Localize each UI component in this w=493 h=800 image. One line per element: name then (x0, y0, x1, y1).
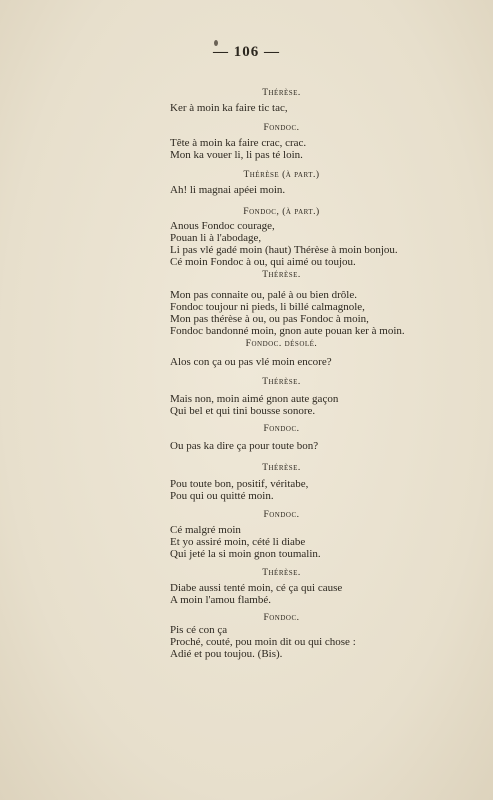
speaker-name: Thérèse. (262, 568, 301, 578)
speaker-name: Fondoc. désolé. (245, 339, 318, 349)
verse-line: Pis cé con ça (170, 624, 228, 636)
verse-line: Fondoc toujour ni pieds, li billé calmagnole, (170, 301, 365, 313)
verse-line: Mon ka vouer li, li pas té loin. (170, 149, 303, 161)
verse-line: Pou qui ou quitté moin. (170, 490, 274, 502)
verse-line: Diabe aussi tenté moin, cé ça qui cause (170, 582, 343, 594)
verse-line: Qui jeté la si moin gnon toumalin. (170, 548, 321, 560)
verse-line: Proché, couté, pou moin dit ou qui chose : (170, 636, 356, 648)
speaker-name: Fondoc, (à part.) (243, 207, 320, 217)
speaker-name: Thérèse (à part.) (243, 170, 320, 180)
verse-line: Mais non, moin aimé gnon aute gaçon (170, 393, 339, 405)
speaker-name: Fondoc. (263, 613, 300, 623)
verse-line: A moin l'amou flambé. (170, 594, 271, 606)
page-number: — 106 — (213, 44, 280, 60)
verse-line: Adié et pou toujou. (Bis). (170, 648, 283, 660)
verse-line: Anous Fondoc courage, (170, 220, 275, 232)
verse-line: Li pas vlé gadé moin (haut) Thérèse à moin bonjou. (170, 244, 398, 256)
speaker-name: Thérèse. (262, 88, 301, 98)
verse-line: Mon pas connaite ou, palé à ou bien drôle. (170, 289, 357, 301)
speaker-name: Fondoc. (263, 510, 300, 520)
verse-line: Fondoc bandonné moin, gnon aute pouan ker à moin. (170, 325, 405, 337)
verse-line: Ker à moin ka faire tic tac, (170, 102, 288, 114)
speaker-name: Fondoc. (263, 424, 300, 434)
speaker-name: Fondoc. (263, 123, 300, 133)
verse-line: Tête à moin ka faire crac, crac. (170, 137, 307, 149)
verse-line: Alos con ça ou pas vlé moin encore? (170, 356, 332, 368)
verse-line: Cé malgré moin (170, 524, 241, 536)
speaker-name: Thérèse. (262, 463, 301, 473)
verse-line: Et yo assiré moin, cété li diabe (170, 536, 306, 548)
verse-line: Pou toute bon, positif, véritabe, (170, 478, 309, 490)
verse-line: Mon pas thérèse à ou, ou pas Fondoc à moin, (170, 313, 369, 325)
verse-line: Cé moin Fondoc à ou, qui aimé ou toujou. (170, 256, 356, 268)
verse-line: Ah! li magnai apéei moin. (170, 184, 286, 196)
verse-line: Pouan li à l'abodage, (170, 232, 262, 244)
speaker-name: Thérèse. (262, 377, 301, 387)
verse-line: Qui bel et qui tini bousse sonore. (170, 405, 316, 417)
verse-line: Ou pas ka dire ça pour toute bon? (170, 440, 319, 452)
speaker-name: Thérèse. (262, 270, 301, 280)
